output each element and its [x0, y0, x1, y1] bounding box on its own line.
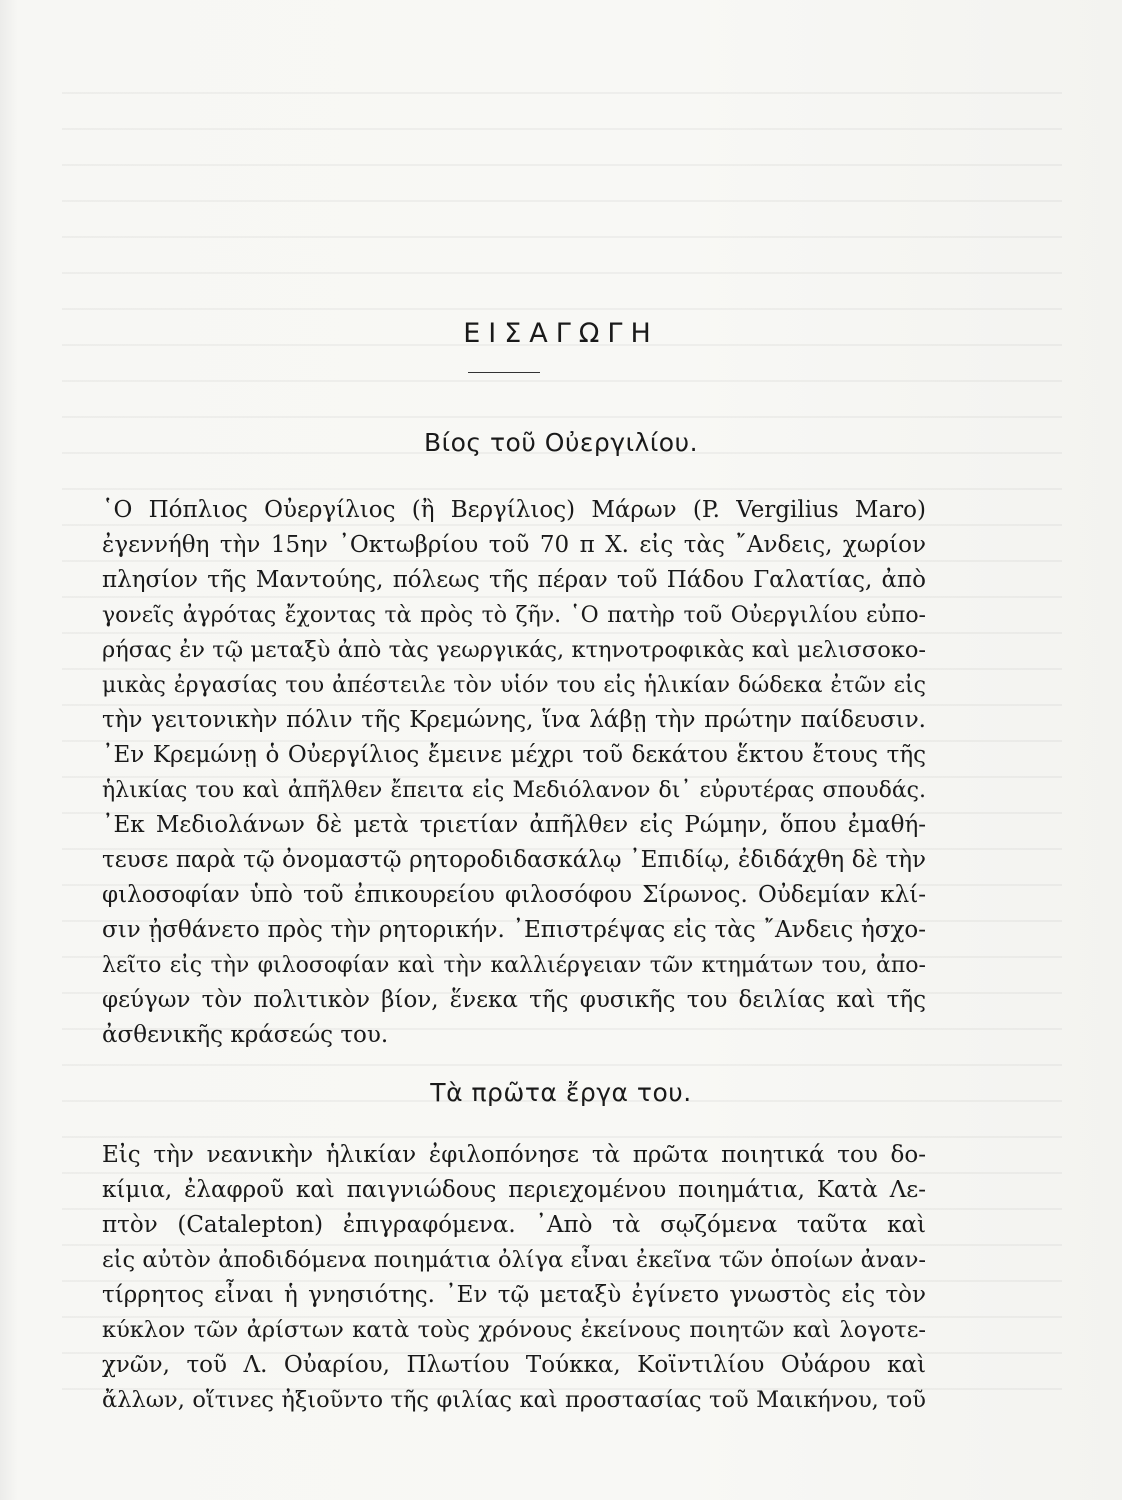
text-line: ἄλλων, οἵτινες ἠξιοῦντο τῆς φιλίας καὶ προστασίας τοῦ Μαικήνου, τοῦ — [102, 1387, 926, 1413]
text-line: τευσε παρὰ τῷ ὀνομαστῷ ρητοροδιδασκάλῳ ᾿Επιδίῳ, ἐδιδάχθη δὲ τὴν — [102, 847, 926, 873]
text-line: λεῖτο εἰς τὴν φιλοσοφίαν καὶ τὴν καλλιέργειαν τῶν κτημάτων του, ἀπο- — [102, 953, 926, 978]
section-heading-early-works: Τὰ πρῶτα ἔργα του. — [430, 1078, 692, 1107]
text-line: κίμια, ἐλαφροῦ καὶ παιγνιώδους περιεχομένου ποιημάτια, Κατὰ Λε- — [102, 1177, 926, 1203]
text-line: σιν ᾐσθάνετο πρὸς τὴν ρητορικήν. ᾿Επιστρέψας εἰς τὰς ῎Ανδεις ἠσχο- — [102, 917, 926, 943]
text-line: φεύγων τὸν πολιτικὸν βίον, ἕνεκα τῆς φυσικῆς του δειλίας καὶ τῆς — [102, 987, 926, 1013]
title-rule — [468, 372, 540, 373]
text-line: πτὸν (Catalepton) ἐπιγραφόμενα. ᾿Απὸ τὰ σῳζόμενα ταῦτα καὶ — [102, 1212, 926, 1238]
text-line: χνῶν, τοῦ Λ. Οὐαρίου, Πλωτίου Τούκκα, Κοϊντιλίου Οὐάρου καὶ — [102, 1352, 926, 1378]
text-line: ρήσας ἐν τῷ μεταξὺ ἀπὸ τὰς γεωργικάς, κτηνοτροφικὰς καὶ μελισσοκο- — [102, 637, 926, 663]
text-line: ἀσθενικῆς κράσεώς του. — [102, 1022, 389, 1048]
section-heading-life: Βίος τοῦ Οὐεργιλίου. — [423, 428, 699, 457]
paragraph-life — [102, 493, 926, 1053]
text-line: ᾿Εκ Μεδιολάνων δὲ μετὰ τριετίαν ἀπῆλθεν εἰς Ρώμην, ὅπου ἐμαθή- — [102, 812, 926, 838]
text-line: εἰς αὐτὸν ἀποδιδόμενα ποιημάτια ὀλίγα εἶναι ἐκεῖνα τῶν ὁποίων ἀναν- — [102, 1247, 926, 1273]
text-line: Εἰς τὴν νεανικὴν ἡλικίαν ἐφιλοπόνησε τὰ πρῶτα ποιητικά του δο- — [102, 1142, 926, 1168]
text-line: ἐγεννήθη τὴν 15ην ᾿Οκτωβρίου τοῦ 70 π Χ. εἰς τὰς ῎Ανδεις, χωρίον — [102, 532, 926, 558]
text-line: τὴν γειτονικὴν πόλιν τῆς Κρεμώνης, ἵνα λάβῃ τὴν πρώτην παίδευσιν. — [102, 707, 926, 733]
paragraph-early-works — [102, 1138, 926, 1418]
text-line: ᾿Εν Κρεμώνῃ ὁ Οὐεργίλιος ἔμεινε μέχρι τοῦ δεκάτου ἕκτου ἔτους τῆς — [102, 742, 926, 768]
text-line: μικὰς ἐργασίας του ἀπέστειλε τὸν υἱόν του εἰς ἡλικίαν δώδεκα ἐτῶν εἰς — [102, 673, 926, 698]
text-line: πλησίον τῆς Μαντούης, πόλεως τῆς πέραν τοῦ Πάδου Γαλατίας, ἀπὸ — [102, 567, 926, 593]
text-line: κύκλον τῶν ἀρίστων κατὰ τοὺς χρόνους ἐκείνους ποιητῶν καὶ λογοτε- — [102, 1317, 926, 1343]
text-line: ῾Ο Πόπλιος Οὐεργίλιος (ἢ Βεργίλιος) Μάρων (P. Vergilius Maro) — [102, 497, 926, 523]
text-line: φιλοσοφίαν ὑπὸ τοῦ ἐπικουρείου φιλοσόφου Σίρωνος. Οὐδεμίαν κλί- — [102, 882, 926, 908]
text-line: ἡλικίας του καὶ ἀπῆλθεν ἔπειτα εἰς Μεδιόλανον δι᾿ εὐρυτέρας σπουδάς. — [102, 778, 926, 803]
page-title: ΕΙΣΑΓΩΓΗ — [463, 318, 659, 349]
text-line: γονεῖς ἀγρότας ἔχοντας τὰ πρὸς τὸ ζῆν. ῾Ο πατὴρ τοῦ Οὐεργιλίου εὐπο- — [102, 603, 926, 628]
text-line: τίρρητος εἶναι ἡ γνησιότης. ᾿Εν τῷ μεταξὺ ἐγίνετο γνωστὸς εἰς τὸν — [102, 1282, 926, 1308]
